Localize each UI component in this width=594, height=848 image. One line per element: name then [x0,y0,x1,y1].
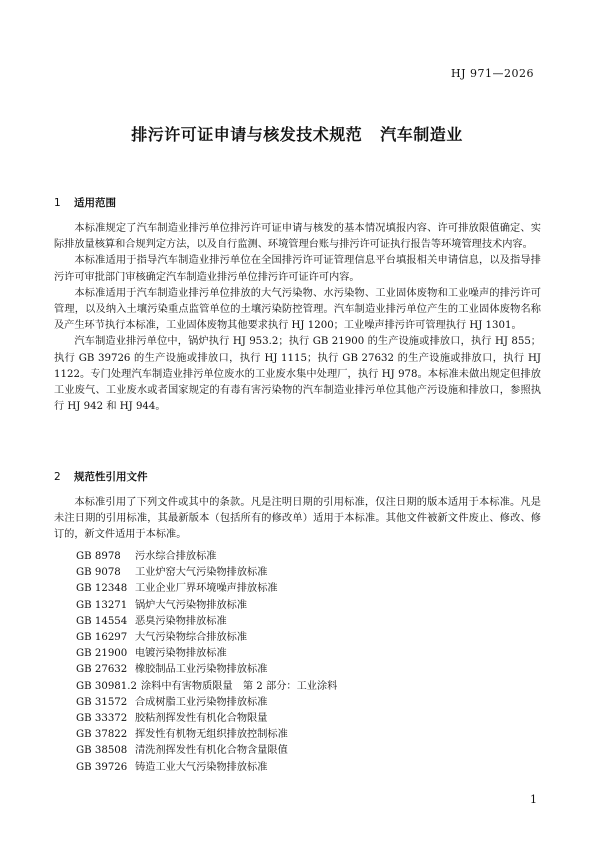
reference-code: GB 9078 [76,567,121,579]
reference-name: 橡胶制品工业污染物排放标准 [135,664,268,676]
reference-item [76,549,337,565]
section-body-scope [54,221,541,415]
reference-item [76,760,337,776]
reference-item [76,581,337,597]
section-number: 2 [54,471,61,483]
reference-code: GB 14554 [76,615,128,627]
reference-code: GB 30981.2 [76,680,137,692]
reference-name: 胶粘剂挥发性有机化合物限量 [135,713,268,725]
reference-name: 涂料中有害物质限量 第 2 部分：工业涂料 [141,680,338,692]
reference-code: GB 12348 [76,583,128,595]
paragraph: 本标准引用了下列文件或其中的条款。凡是注明日期的引用标准，仅注日期的版本适用于本标准。凡是未注日期的引用标准，其最新版本（包括所有的修改单）适用于本标准。其他文件被新文件废止、修改、修订的，新文件适用于本标准。 [54,497,541,541]
page-number: 1 [530,793,537,806]
reference-code: GB 16297 [76,632,128,644]
reference-item [76,630,337,646]
paragraph: 本标准规定了汽车制造业排污单位排污许可证申请与核发的基本情况填报内容、许可排放限值确定、实际排放量核算和合规判定方法，以及自行监测、环境管理台账与排污许可证执行报告等环境管理技术内容。 [54,223,541,251]
reference-name: 锅炉大气污染物排放标准 [135,599,248,611]
section-heading-references [54,469,148,484]
reference-code: GB 13271 [76,599,128,611]
section-heading-scope [54,195,116,210]
reference-code: GB 27632 [76,664,128,676]
reference-code: GB 21900 [76,648,128,660]
reference-name: 工业企业厂界环境噪声排放标准 [135,583,278,595]
section-title: 适用范围 [74,197,116,209]
reference-item [76,614,337,630]
reference-name: 合成树脂工业污染物排放标准 [135,696,268,708]
reference-name: 铸造工业大气污染物排放标准 [135,761,268,773]
paragraph: 本标准适用于指导汽车制造业排污单位在全国排污许可证管理信息平台填报相关申请信息，以及指导排污许可审批部门审核确定汽车制造业排污单位排污许可证许可内容。 [54,255,541,283]
reference-code: GB 33372 [76,713,128,725]
reference-code: GB 8978 [76,551,121,562]
reference-code: GB 37822 [76,729,128,741]
standard-code: HJ 971—2026 [451,67,534,80]
reference-name: 大气污染物综合排放标准 [135,632,248,644]
reference-name: 挥发性有机物无组织排放控制标准 [135,729,288,741]
reference-item [76,743,337,759]
document-title [0,122,594,145]
reference-code: GB 38508 [76,745,128,757]
reference-item [76,695,337,711]
section-title: 规范性引用文件 [74,471,148,483]
reference-item [76,679,337,695]
title-sub: 汽车制造业 [380,125,463,144]
reference-item [76,727,337,743]
reference-item [76,662,337,678]
reference-item [76,598,337,614]
title-main: 排污许可证申请与核发技术规范 [131,125,363,144]
reference-name: 恶臭污染物排放标准 [135,615,227,627]
section-number: 1 [54,197,61,209]
reference-name: 电镀污染物排放标准 [135,648,227,660]
reference-name: 工业炉窑大气污染物排放标准 [135,567,268,579]
reference-code: GB 31572 [76,696,128,708]
reference-item [76,646,337,662]
reference-list [76,549,337,776]
paragraph: 汽车制造业排污单位中，锅炉执行 HJ 953.2；执行 GB 21900 的生产设施或排放口，执行 HJ 855；执行 GB 39726 的生产设施或排放口，执行 HJ 1115；执行 GB 27632 的生产设施或排放口，执行 HJ 1122。专门处理汽车制造业排污单位废水的工业废水集中处理厂，执行 HJ 978。本标准未做出规定但排放工业废气、工业废水或者国家规定的有毒有害污染物的汽车制造业排污单位其他产污设施和排放口，参照执行 HJ 942 和 HJ 944。 [54,336,541,413]
reference-code: GB 39726 [76,761,128,773]
section-body-references [54,495,541,544]
reference-name: 清洗剂挥发性有机化合物含量限值 [135,745,288,757]
reference-item [76,565,337,581]
reference-name: 污水综合排放标准 [135,551,217,562]
reference-item [76,711,337,727]
paragraph: 本标准适用于汽车制造业排污单位排放的大气污染物、水污染物、工业固体废物和工业噪声的排污许可管理，以及纳入土壤污染重点监管单位的土壤污染防控管理。汽车制造业排污单位产生的工业固体废物名称及产生环节执行本标准，工业固体废物其他要求执行 HJ 1200；工业噪声排污许可管理执行 HJ 1301。 [54,287,541,332]
